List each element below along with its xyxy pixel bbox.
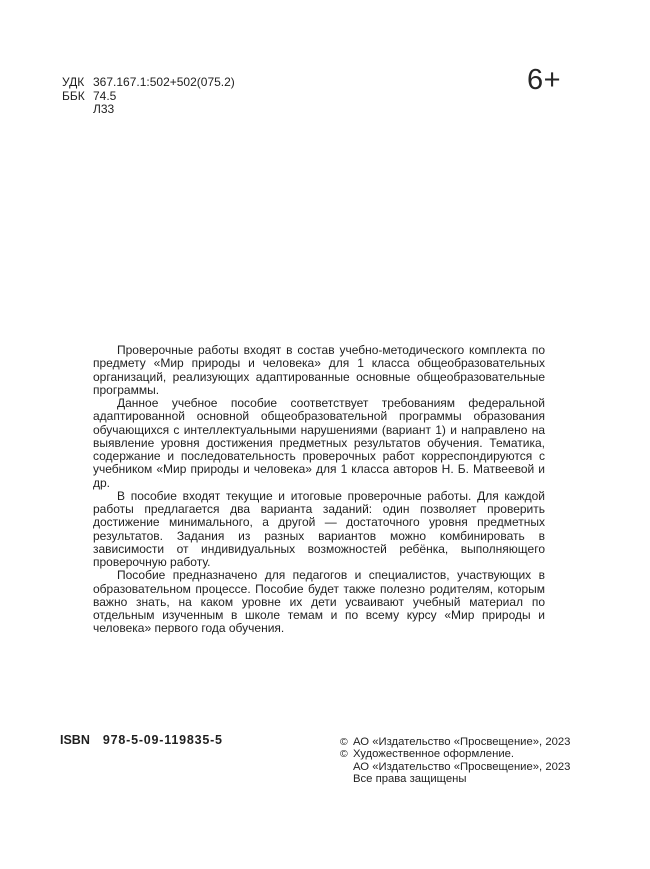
copyright-line-3 [340, 761, 570, 773]
copyright-text: АО «Издательство «Просвещение», 2023 [353, 736, 571, 748]
bbk-value: 74.5 [93, 88, 117, 103]
udk-value: 367.167.1:502+502(075.2) [93, 75, 235, 89]
copyright-text: Художественное оформление. [353, 748, 515, 761]
udk-row [62, 76, 235, 90]
copyright-icon-spacer [340, 773, 353, 785]
author-sign-value: Л33 [93, 102, 115, 116]
annotation-text [93, 344, 545, 636]
isbn-label: ISBN [60, 733, 90, 747]
copyright-icon: © [340, 748, 348, 761]
bbk-row [62, 90, 235, 104]
copyright-line-1 [340, 736, 570, 748]
annotation-paragraph-1: Проверочные работы входят в состав учебно-методического комплекта по предмету «Мир природы и человека» для 1 класса общеобразовательных организаций, реализующих адаптированные основные общеобразовательные программы. [93, 343, 545, 397]
bibliographic-codes [62, 76, 235, 117]
copyright-line-4 [340, 773, 570, 785]
age-rating-badge: 6+ [527, 64, 562, 96]
author-sign-row [62, 103, 235, 117]
annotation-paragraph-2: Данное учебное пособие соответствует требованиям федеральной адаптированной основной общеобразовательной программы образования обучающихся с интеллектуальными нарушениями (вариант 1) и направлено на выявление уровня достижения предметных результатов обучения. Тематика, содержание и последовательность проверочных работ корреспондируются с учебником «Мир природы и человека» для 1 класса авторов Н. Б. Матвеевой и др. [93, 396, 545, 490]
isbn-line [60, 733, 223, 747]
copyright-icon-spacer [340, 761, 353, 773]
udk-label: УДК [62, 75, 85, 89]
isbn-value: 978-5-09-119835-5 [102, 733, 223, 747]
annotation-paragraph-4: Пособие предназначено для педагогов и специалистов, участвующих в образовательном процессе. Пособие будет также полезно родителям, которым важно знать, на каком уровне их дети усваивают учебный материал по отдельным изученным в школе темам и по всему курсу «Мир природы и человека» первого года обучения. [93, 568, 545, 636]
copyright-text: АО «Издательство «Просвещение», 2023 [353, 760, 571, 773]
copyright-line-2 [340, 748, 570, 760]
copyright-text: Все права защищены [353, 772, 467, 785]
bbk-label: ББК [62, 88, 85, 103]
annotation-paragraph-3: В пособие входят текущие и итоговые проверочные работы. Для каждой работы предлагается два варианта заданий: один позволяет проверить достижение минимального, а другой — достаточного уровня предметных результатов. Задания из разных вариантов можно комбинировать в зависимости от индивидуальных возможностей ребёнка, выполняющего проверочную работу. [93, 488, 545, 569]
copyright-icon: © [340, 736, 348, 748]
copyright-block [340, 736, 570, 785]
author-sign-spacer [62, 103, 93, 117]
